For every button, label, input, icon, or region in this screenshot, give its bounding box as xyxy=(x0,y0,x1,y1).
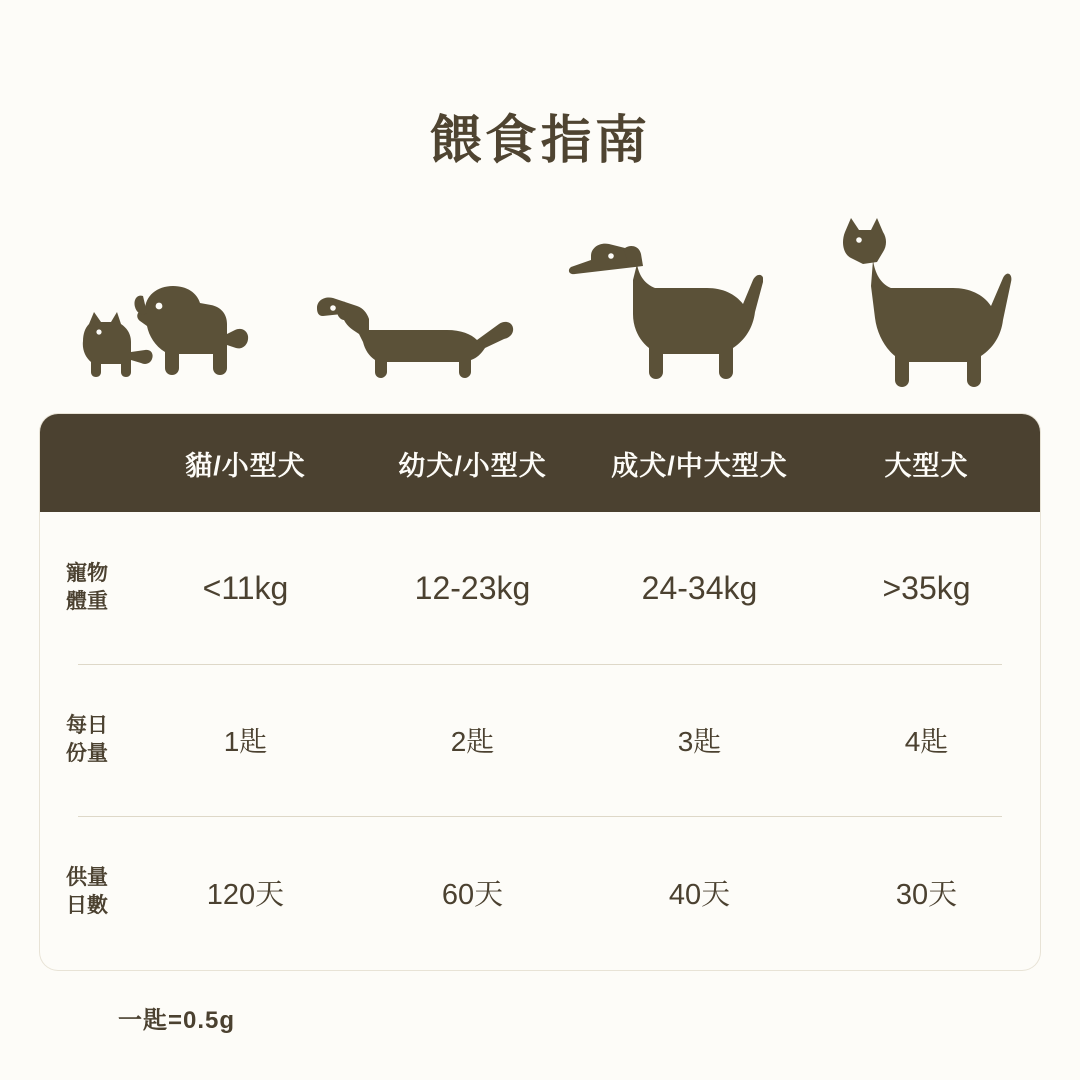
row-label-line-1: 寵物 xyxy=(66,561,108,585)
row-label-line-2: 體重 xyxy=(66,590,108,613)
column-header-cat-small-dog: 貓/小型犬 xyxy=(185,450,306,481)
column-header-adult-medium-large-dog: 成犬/中大型犬 xyxy=(611,450,788,481)
cell-weight-col2: 12-23kg xyxy=(414,569,531,606)
large-dog-silhouette xyxy=(790,196,1040,392)
row-label-pet-weight xyxy=(40,560,132,617)
row-label-supply-days xyxy=(40,864,132,921)
row-label-line-1: 每日 xyxy=(66,713,108,737)
table-body xyxy=(40,512,1040,968)
dachshund-silhouette xyxy=(290,196,540,392)
table-row xyxy=(40,664,1040,816)
cell-days-col3: 40天 xyxy=(668,878,731,911)
cell-days-col4: 30天 xyxy=(895,878,958,911)
cell-daily-col1: 1匙 xyxy=(223,726,268,757)
table-row xyxy=(40,816,1040,968)
footnote-scoop-weight: 一匙=0.5g xyxy=(118,1007,236,1034)
cell-days-col1: 120天 xyxy=(206,878,285,911)
cell-daily-col2: 2匙 xyxy=(450,726,495,757)
table-header-row xyxy=(40,414,1040,512)
row-label-line-2: 日數 xyxy=(66,894,108,917)
table-row xyxy=(40,512,1040,664)
cell-days-col2: 60天 xyxy=(441,878,504,911)
medium-dog-silhouette xyxy=(540,196,790,392)
page-title: 餵食指南 xyxy=(429,112,650,170)
cell-weight-col4: >35kg xyxy=(882,569,971,606)
cat-and-puppy-silhouette xyxy=(40,196,290,392)
cell-daily-col4: 4匙 xyxy=(904,726,949,757)
row-label-line-1: 供量 xyxy=(66,865,108,889)
cell-weight-col1: <11kg xyxy=(202,569,289,606)
cell-weight-col3: 24-34kg xyxy=(641,569,758,606)
pet-silhouette-row xyxy=(40,196,1040,392)
row-label-daily-portion xyxy=(40,712,132,769)
feeding-table-card xyxy=(40,414,1040,970)
cell-daily-col3: 3匙 xyxy=(677,726,722,757)
column-header-puppy-small-dog: 幼犬/小型犬 xyxy=(398,450,547,481)
row-label-line-2: 份量 xyxy=(66,742,108,765)
column-header-large-dog: 大型犬 xyxy=(884,450,969,481)
